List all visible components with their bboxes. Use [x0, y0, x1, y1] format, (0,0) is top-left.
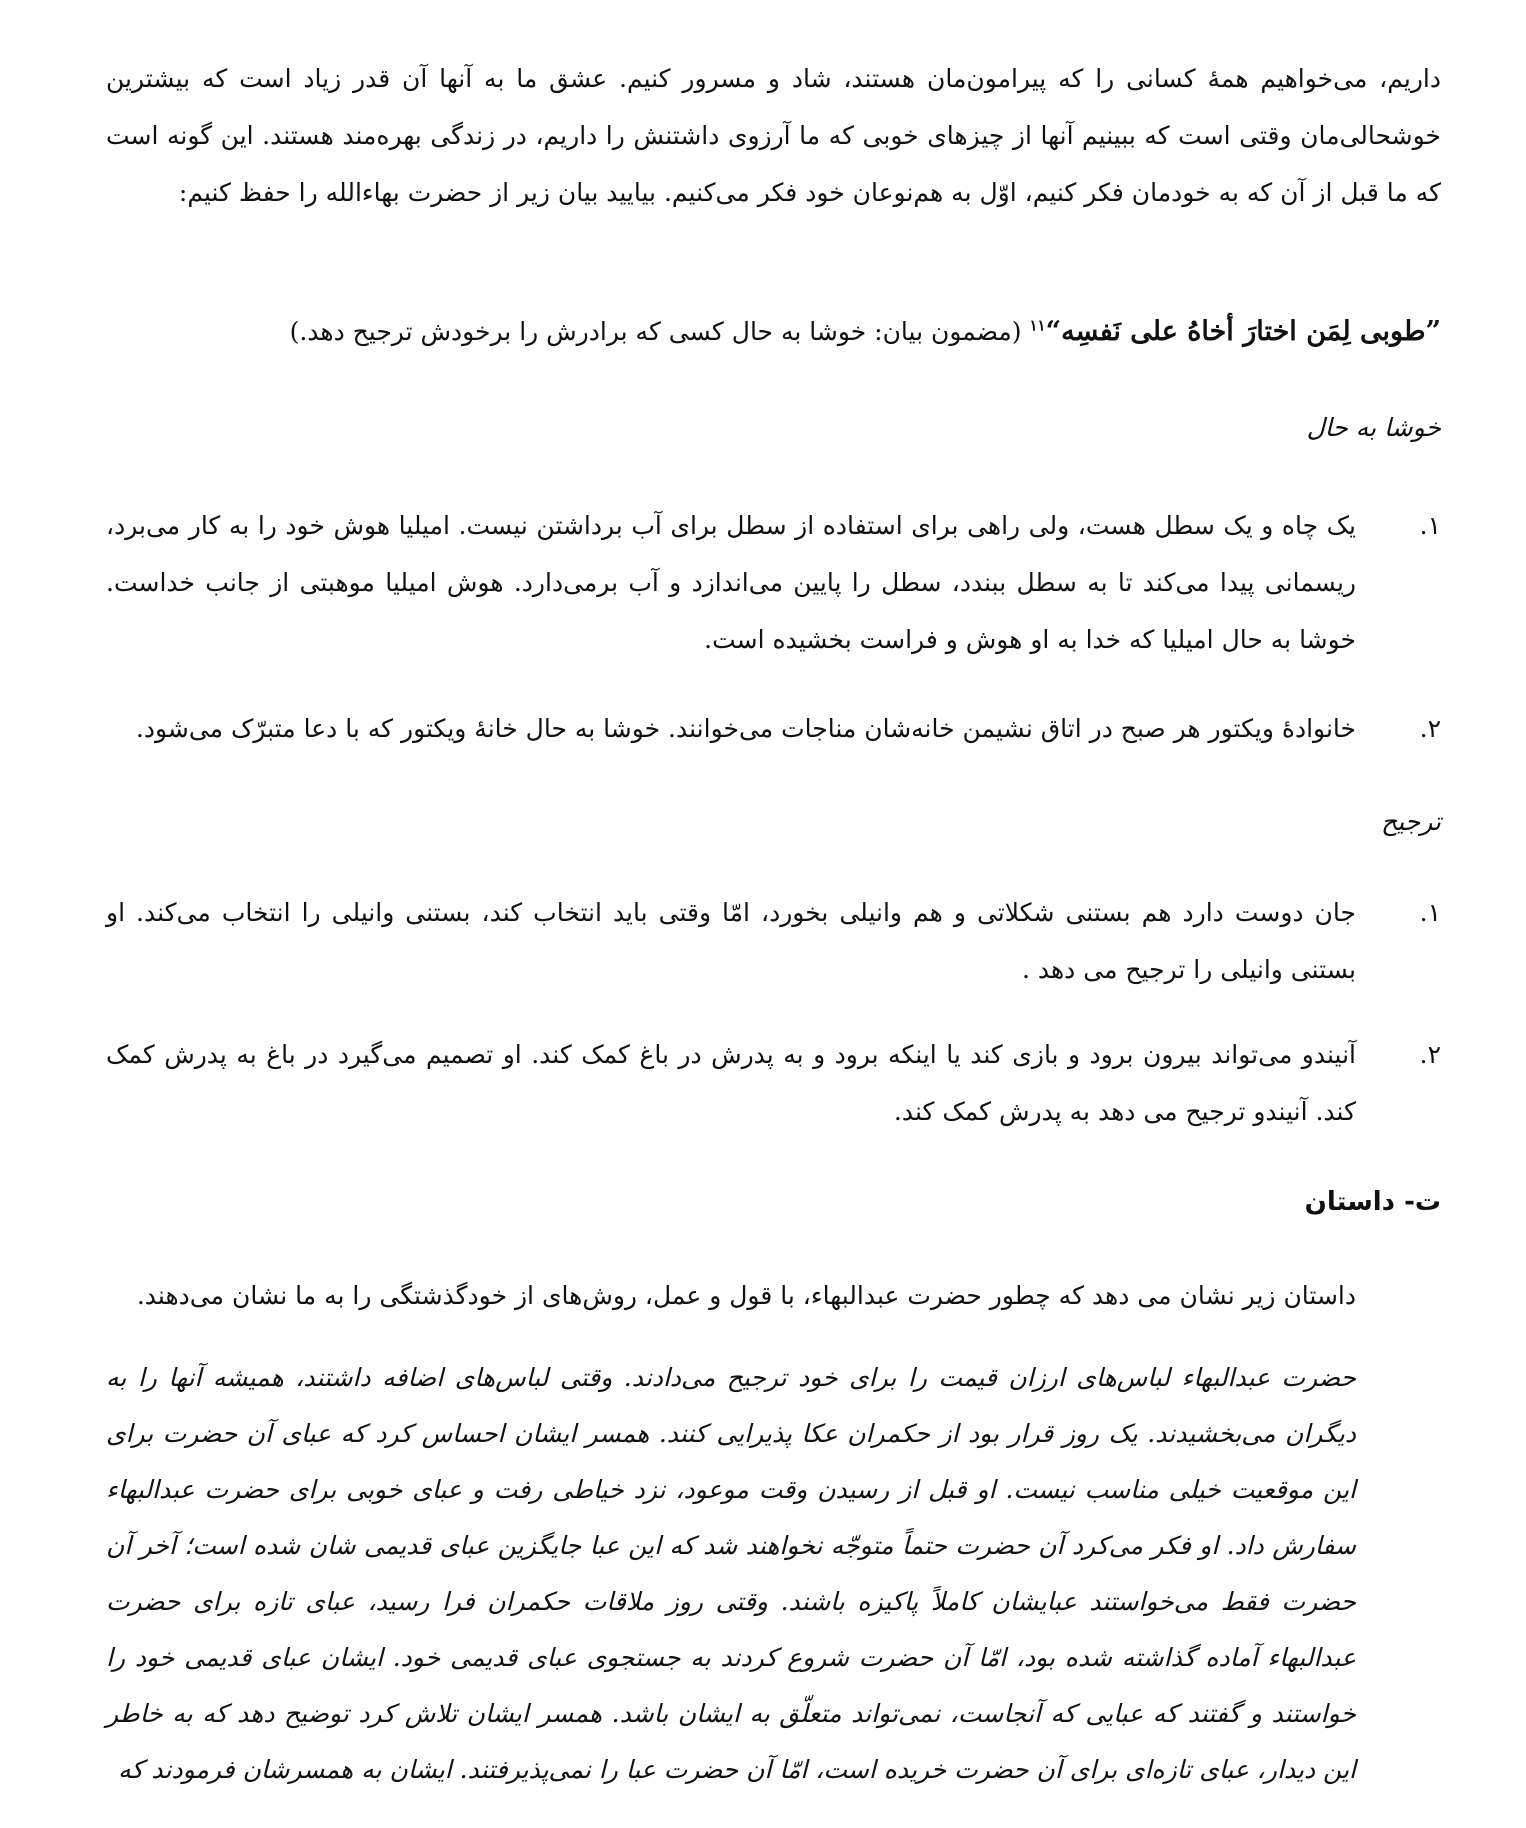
arabic-quote: ”طوبی لِمَن اختارَ أخاهُ علی نَفسِه“	[1045, 316, 1441, 347]
list-item	[106, 884, 1441, 998]
story-intro: داستان زیر نشان می‌ دهد که چطور حضرت عبدالبهاء، با قول و عمل، روش‌های از خودگذشتگی را به ما نشان می‌دهند.	[136, 1281, 1356, 1310]
list-text: جان دوست دارد هم بستنی شکلاتی و هم وانیلی بخورد، امّا وقتی باید انتخاب کند، بستنی وانیلی را انتخاب می‌کند. او بستنی وانیلی را ترجیح می‌ دهد .	[106, 898, 1356, 984]
list-item	[106, 700, 1441, 757]
quote-meaning: (مضمون بیان: خوشا به حال کسی که برادرش را برخودش ترجیح دهد.)	[289, 317, 1022, 346]
story-heading: ت- داستان	[1304, 1187, 1441, 1217]
subheading-blessed: خوشا به حال	[1306, 413, 1441, 442]
list-text: خانوادهٔ ویکتور هر صبح در اتاق نشیمن خانه‌شان مناجات می‌خوانند. خوشا به حال خانهٔ ویکتور که با دعا متبرّک می‌شود.	[135, 714, 1356, 743]
list-number: ۱.	[1419, 511, 1441, 540]
list-number: ۲.	[1419, 1040, 1441, 1069]
list-text: آنیندو می‌تواند بیرون برود و بازی کند یا اینکه برود و به پدرش در باغ کمک کند. او تصمیم می‌گیرد در باغ به پدرش کمک کند. آنیندو ترجیح می‌ دهد به پدرش کمک کند.	[106, 1040, 1356, 1126]
story-text: حضرت عبدالبهاء لباس‌های ارزان قیمت را برای خود ترجیح می‌دادند. وقتی لباس‌های اضافه داشتند، همیشه آنها را به دیگران می‌بخشیدند. یک روز قرار بود از حکمران عکا پذیرایی کنند. همسر ایشان احساس کرد که عبای آن حضرت برای این موقعیت خیلی مناسب نیست. او قبل از رسیدن وقت موعود، نزد خیاطی رفت و عبای خوبی برای حضرت عبدالبهاء سفارش داد. او فکر می‌کرد آن حضرت حتماً متوجّه نخواهند شد که این عبا جایگزین عبای قدیمی شان شده است؛ آخر آن حضرت فقط می‌خواستند عبایشان کاملاً پاکیزه باشند. وقتی روز ملاقات حکمران فرا رسید، عبای تازه برای حضرت عبدالبهاء آماده گذاشته شده بود، امّا آن حضرت شروع کردند به جستجوی عبای قدیمی خود. ایشان عبای قدیمی خود را خواستند و گفتند که عبایی که آنجاست، نمی‌تواند متعلّق به ایشان باشد. همسر ایشان تلاش کرد توضیح دهد که به خاطر این دیدار، عبای تازه‌ای برای آن حضرت خریده است، امّا آن حضرت عبا را نمی‌پذیرفتند. ایشان به همسرشان فرمودند که	[106, 1363, 1356, 1784]
list-text: یک چاه و یک سطل هست، ولی راهی برای استفاده از سطل برای آب برداشتن نیست. امیلیا هوش خود را به کار می‌برد، ریسمانی پیدا می‌کند تا به سطل ببندد، سطل را پایین می‌اندازد و آب برمی‌دارد. هوش امیلیا موهبتی از جانب خداست. خوشا به حال امیلیا که خدا به او هوش و فراست بخشیده است.	[106, 511, 1356, 654]
intro-paragraph: داریم، می‌خواهیم همهٔ کسانی را که پیرامون‌مان هستند، شاد و مسرور کنیم. عشق ما به آنها آن قدر زیاد است که بیشترین خوشحالی‌مان وقتی است که ببینیم آنها از چیزهای خوبی که ما آرزوی داشتنش را داریم، در زندگی بهره‌مند هستند. این گونه است که ما قبل از آن که به خودمان فکر کنیم، اوّل به هم‌نوعان خود فکر می‌کنیم. بیایید بیان زیر از حضرت بهاءالله را حفظ کنیم:	[106, 64, 1441, 207]
list-number: ۲.	[1419, 714, 1441, 743]
subheading-prefer: ترجیح	[1381, 807, 1441, 836]
footnote-marker: ۱۱	[1029, 316, 1046, 335]
quote-line	[106, 304, 1441, 360]
list-number: ۱.	[1419, 898, 1441, 927]
list-item	[106, 497, 1441, 668]
list-item	[106, 1026, 1441, 1140]
